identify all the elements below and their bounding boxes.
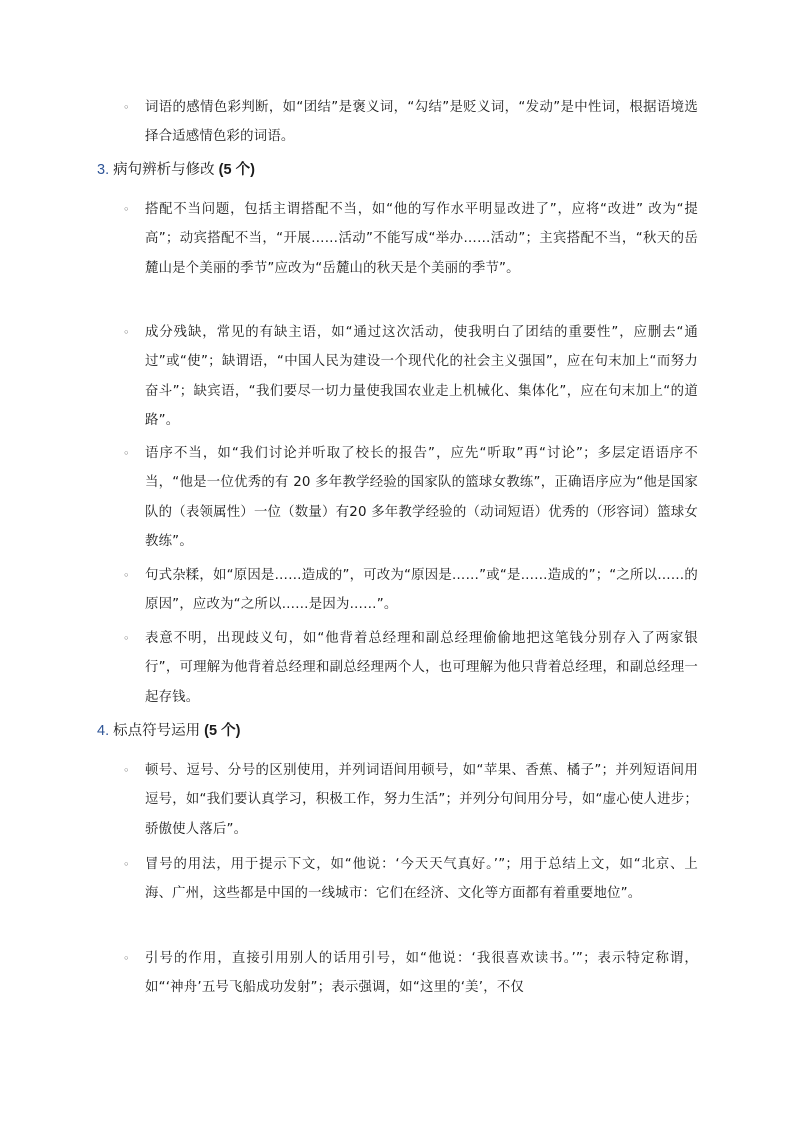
bullet-icon: ◦ [123, 326, 130, 339]
list-item [123, 93, 698, 152]
section-heading-3 [97, 158, 255, 182]
bullet-icon: ◦ [123, 632, 130, 645]
section-title: 标点符号运用 [113, 723, 201, 739]
list-item-text: 成分残缺，常见的有缺主语，如“通过这次活动，使我明白了团结的重要性”，应删去“通过”或“使”；缺谓语，“中国人民为建设一个现代化的社会主义强国”，应在句末加上“而努力奋斗”；缺宾语，“我们要尽一切力量使我国农业走上机械化、集体化”，应在句末加上“的道路”。 [145, 325, 698, 428]
list-item [123, 439, 698, 556]
section-number: 4. [97, 723, 110, 739]
bullet-icon: ◦ [123, 858, 130, 871]
section-count: (5 个) [204, 723, 241, 739]
section-count: (5 个) [218, 162, 255, 178]
bullet-icon: ◦ [123, 101, 130, 114]
list-item-text: 顿号、逗号、分号的区别使用，并列词语间用顿号，如“苹果、香蕉、橘子”；并列短语间用逗号，如“我们要认真学习，积极工作，努力生活”；并列分句间用分号，如“虚心使人进步；骄傲使人落后”。 [145, 763, 698, 837]
list-item [123, 944, 698, 1003]
list-item-text: 引号的作用，直接引用别人的话用引号，如“他说：‘我很喜欢读书。’”；表示特定称谓，如“‘神舟’五号飞船成功发射”；表示强调，如“这里的‘美’，不仅 [145, 951, 698, 996]
list-item [123, 624, 698, 712]
section-number: 3. [97, 162, 110, 178]
list-item-text: 表意不明，出现歧义句，如“他背着总经理和副总经理偷偷地把这笔钱分别存入了两家银行”，可理解为他背着总经理和副总经理两个人，也可理解为他只背着总经理，和副总经理一起存钱。 [145, 631, 698, 705]
bullet-icon: ◦ [123, 447, 130, 460]
list-item-text: 句式杂糅，如“原因是……造成的”，可改为“原因是……”或“是……造成的”；“之所以……的原因”，应改为“之所以……是因为……”。 [145, 568, 698, 613]
list-item-text: 搭配不当问题，包括主谓搭配不当，如“他的写作水平明显改进了”，应将“改进” 改为“提高”；动宾搭配不当，“开展……活动”不能写成“举办……活动”；主宾搭配不当，“秋天的岳麓山是个美丽的季节”应改为“岳麓山的秋天是个美丽的季节”。 [145, 202, 698, 276]
bullet-icon: ◦ [123, 952, 130, 965]
list-item [123, 756, 698, 844]
bullet-icon: ◦ [123, 203, 130, 216]
section-heading-4 [97, 719, 240, 743]
list-item [123, 561, 698, 620]
list-item-text: 语序不当，如“我们讨论并听取了校长的报告”，应先“听取”再“讨论”；多层定语语序不当，“他是一位优秀的有 20 多年教学经验的国家队的篮球女教练”，正确语序应为“他是国家队的（表领属性）一位（数量）有20 多年教学经验的（动词短语）优秀的（形容词）篮球女教练”。 [145, 446, 698, 549]
section-title: 病句辨析与修改 [113, 162, 215, 178]
list-item-text: 冒号的用法，用于提示下文，如“他说：‘今天天气真好。’”；用于总结上文，如“北京、上海、广州，这些都是中国的一线城市：它们在经济、文化等方面都有着重要地位”。 [145, 857, 698, 902]
bullet-icon: ◦ [123, 569, 130, 582]
list-item [123, 850, 698, 909]
list-item [123, 318, 698, 435]
list-item [123, 195, 698, 283]
list-item-text: 词语的感情色彩判断，如“团结”是褒义词，“勾结”是贬义词，“发动”是中性词，根据语境选择合适感情色彩的词语。 [145, 100, 698, 145]
bullet-icon: ◦ [123, 764, 130, 777]
